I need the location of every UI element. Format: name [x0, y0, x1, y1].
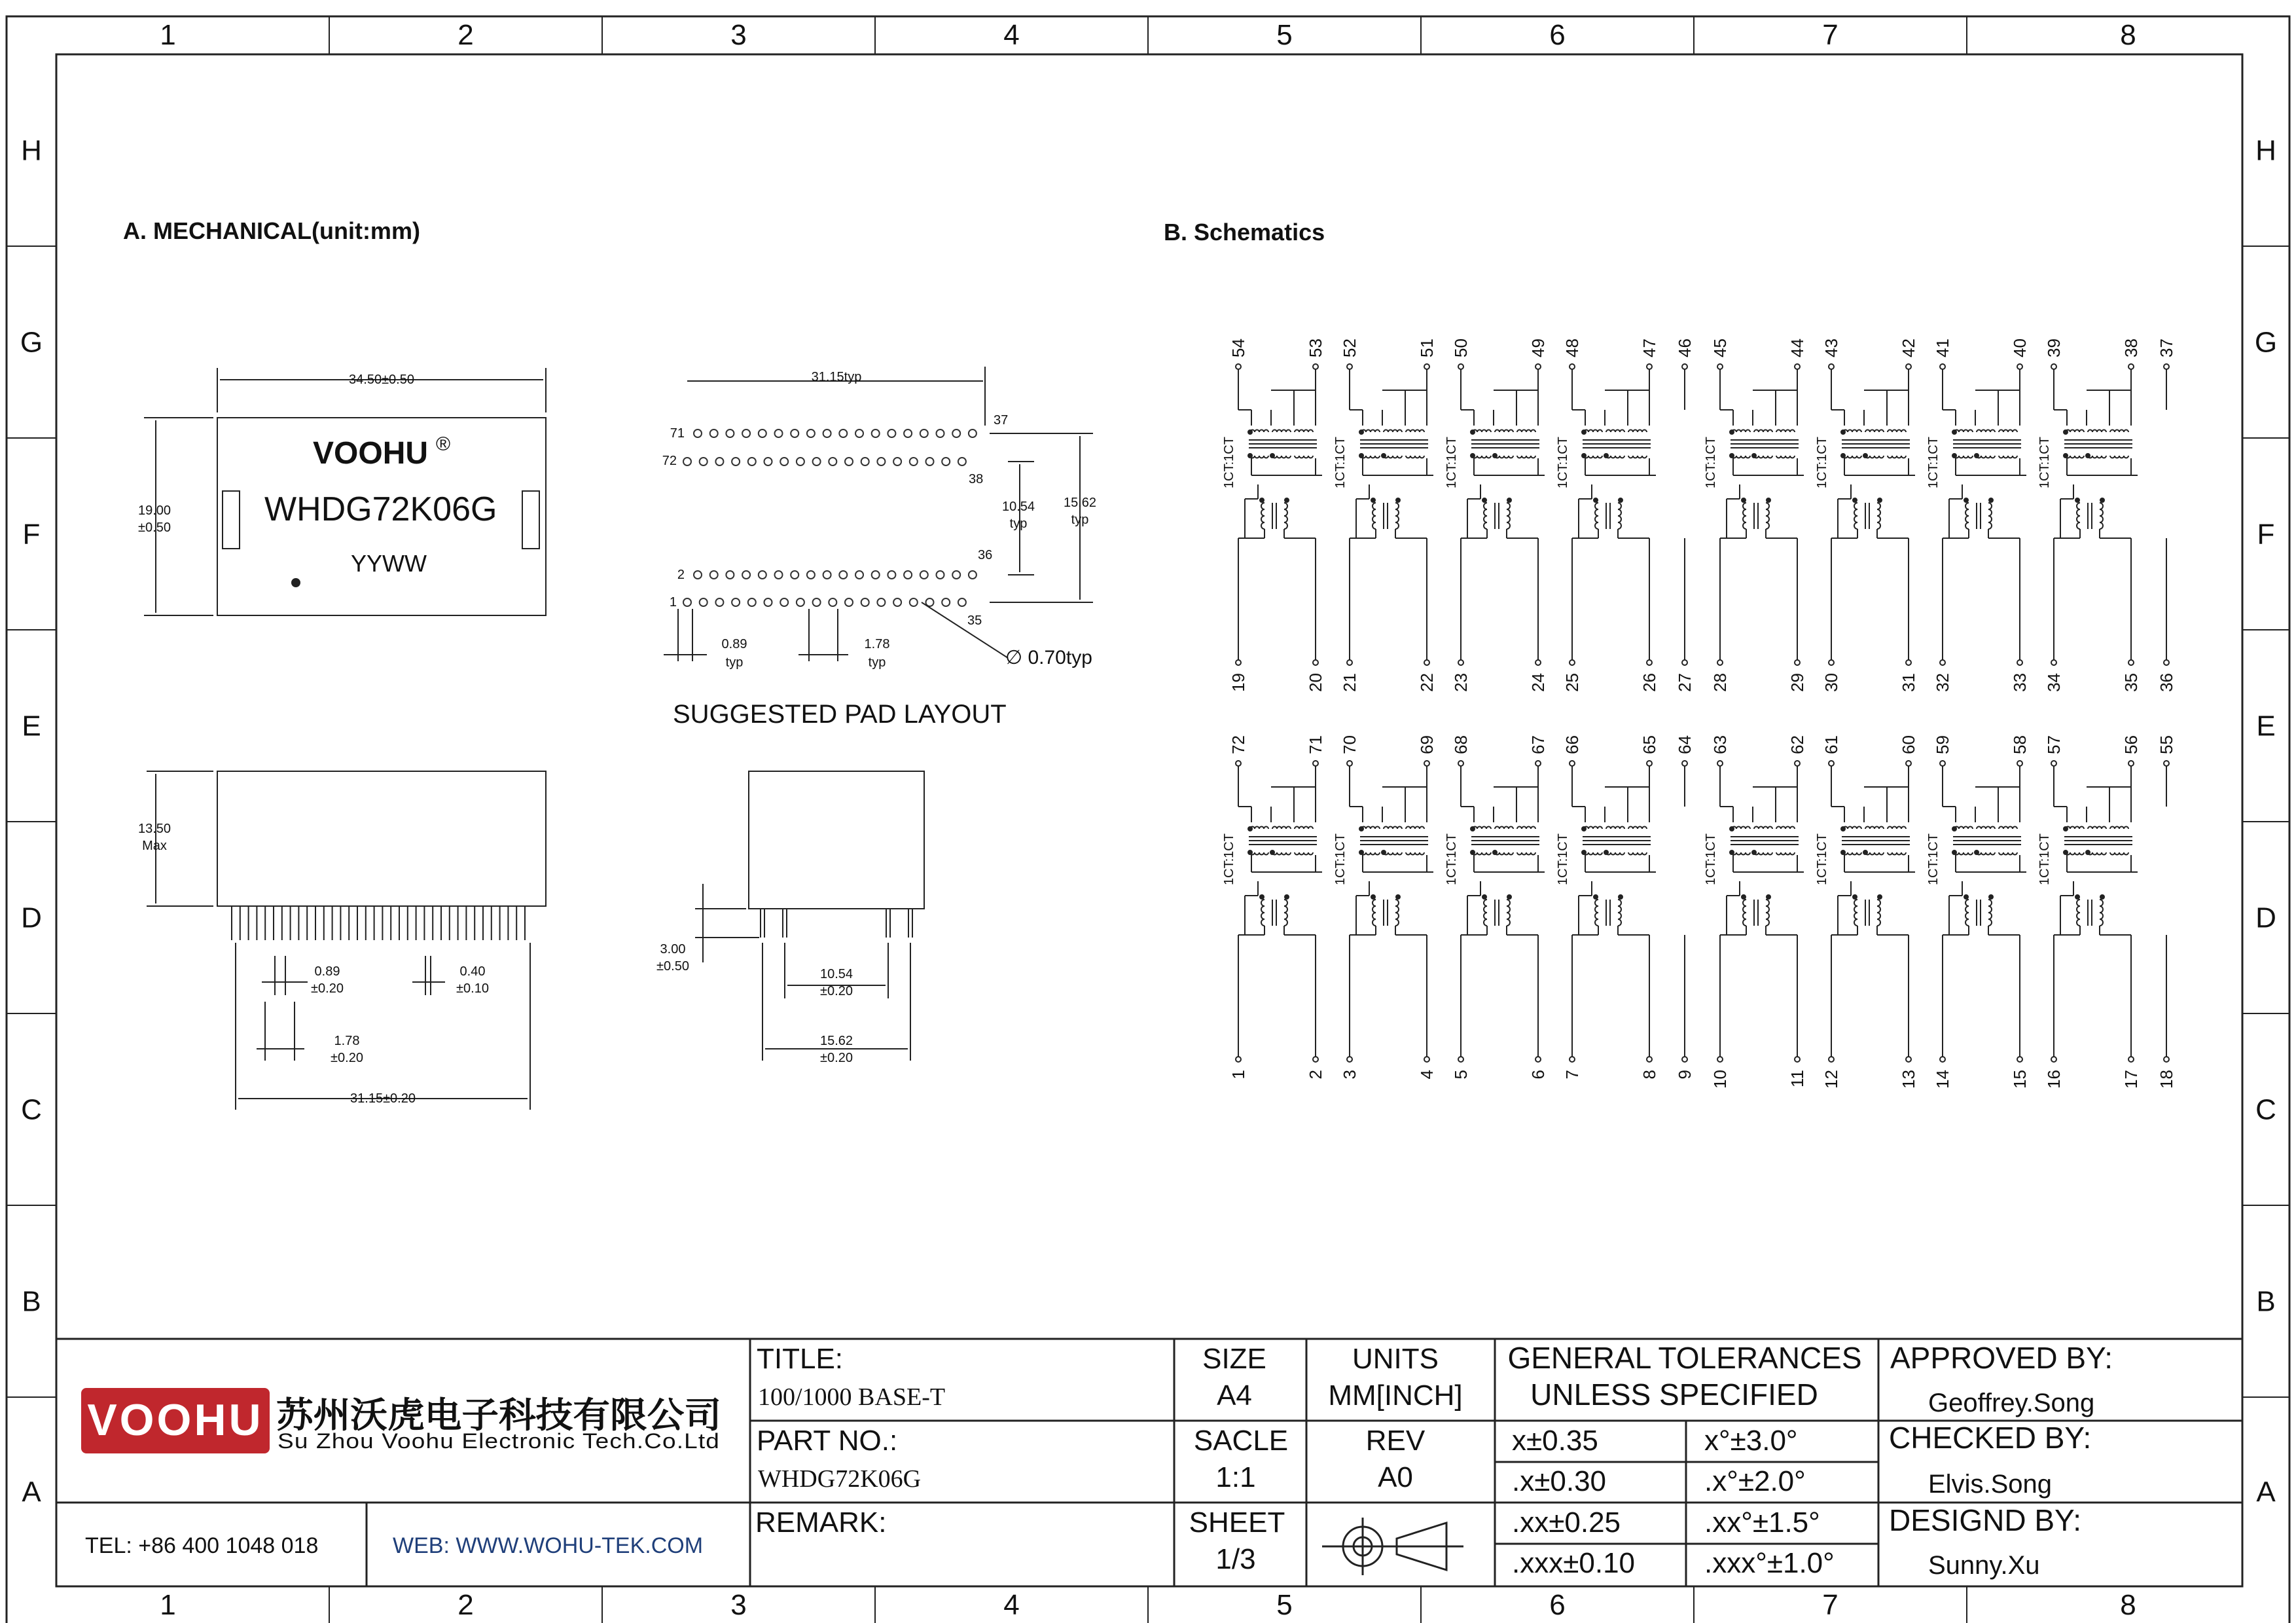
frame-column-label: 1 [160, 19, 176, 51]
pin-number-top: 43 [1821, 338, 1841, 357]
pad-hole-diameter: ∅ 0.70typ [1005, 647, 1092, 668]
pad-pin-36: 36 [978, 548, 993, 562]
side-dim-height-tol: Max [142, 839, 167, 853]
pad-pin-38: 38 [969, 472, 984, 486]
frame-row-label: G [2254, 326, 2278, 359]
frame-row-label: F [22, 518, 41, 551]
pin-number-top: 38 [2121, 338, 2141, 357]
pin-number-top: 42 [1899, 338, 1918, 357]
side-dim-c-tol: ±0.20 [331, 1051, 363, 1065]
pin-number-bottom: 35 [2121, 673, 2141, 692]
top-part-number: WHDG72K06G [264, 490, 497, 528]
ratio-label: 1CT:1CT [1222, 833, 1236, 885]
pin-number-bottom: 17 [2121, 1070, 2141, 1089]
frame-column-label: 1 [160, 1589, 176, 1621]
frame-row-label: A [2256, 1476, 2276, 1508]
ratio-label: 1CT:1CT [1704, 833, 1718, 885]
pin-number-top: 44 [1787, 338, 1807, 357]
pad-pin-37: 37 [994, 413, 1009, 428]
remark-label: REMARK: [755, 1506, 887, 1539]
pin-number-top: 59 [1933, 735, 1952, 754]
designed-value: Sunny.Xu [1928, 1551, 2040, 1580]
side-dim-a-value: 0.89 [314, 964, 340, 979]
tolerance-linear: .xx±0.25 [1512, 1506, 1621, 1539]
pin-number-top: 62 [1787, 735, 1807, 754]
pin-number-bottom: 8 [1640, 1070, 1659, 1080]
pin-number-bottom: 28 [1710, 673, 1730, 692]
pad-dim-outer-tol: typ [1071, 513, 1089, 527]
tolerance-linear: .xxx±0.10 [1512, 1547, 1636, 1579]
pad-dim-pitch-a-tol: typ [725, 655, 744, 670]
checked-value: Elvis.Song [1928, 1470, 2052, 1499]
dim-height-value: 19.00 [137, 503, 171, 518]
company-name-en: Su Zhou Voohu Electronic Tech.Co.Ltd [278, 1429, 720, 1453]
frame-column-label: 8 [2120, 1589, 2136, 1621]
tolerance-angular: .xx°±1.5° [1704, 1506, 1820, 1539]
frame-column-label: 7 [1822, 19, 1839, 51]
rev-label: REV [1365, 1425, 1426, 1457]
pad-dim-pitch-total: 31.15typ [811, 370, 862, 384]
tolerance-linear: x±0.35 [1512, 1425, 1598, 1457]
pad-pin-2: 2 [677, 568, 685, 582]
frame-row-label: D [2255, 902, 2276, 934]
pin-number-bottom: 18 [2157, 1070, 2176, 1089]
frame-column-label: 3 [730, 19, 747, 51]
pin-number-top: 41 [1933, 338, 1952, 357]
scale-label: SACLE [1193, 1425, 1289, 1457]
pin-number-bottom: 19 [1229, 673, 1248, 692]
pin-number-top: 37 [2157, 338, 2176, 357]
pin-number-bottom: 13 [1899, 1070, 1918, 1089]
pin-number-bottom: 32 [1933, 673, 1952, 692]
units-value: MM[INCH] [1328, 1379, 1463, 1412]
frame-row-label: B [2256, 1285, 2276, 1318]
designed-label: DESIGND BY: [1889, 1503, 2081, 1537]
pin-number-top: 71 [1306, 735, 1325, 754]
size-value: A4 [1217, 1379, 1252, 1412]
pin-number-top: 52 [1340, 338, 1359, 357]
schematics-heading: B. Schematics [1164, 219, 1325, 246]
pin-number-top: 56 [2121, 735, 2141, 754]
pin-number-bottom: 30 [1821, 673, 1841, 692]
tolerance-linear: .x±0.30 [1512, 1465, 1607, 1497]
tolerance-angular: .x°±2.0° [1704, 1465, 1806, 1497]
pin-number-top: 45 [1710, 338, 1730, 357]
frame-row-label: G [20, 326, 43, 359]
approved-value: Geoffrey.Song [1928, 1389, 2095, 1417]
pin-number-top: 57 [2044, 735, 2064, 754]
pin-number-top: 58 [2010, 735, 2030, 754]
pad-dim-pitch-a-value: 0.89 [721, 637, 747, 651]
pad-dim-outer-value: 15.62 [1063, 496, 1097, 510]
pad-dim-row-value: 10.54 [1001, 500, 1035, 514]
ratio-label: 1CT:1CT [2037, 437, 2052, 488]
size-label: SIZE [1202, 1343, 1266, 1375]
ratio-label: 1CT:1CT [1444, 833, 1459, 885]
pin-number-bottom: 31 [1899, 673, 1918, 692]
scale-value: 1:1 [1215, 1461, 1256, 1493]
frame-row-label: E [22, 710, 41, 742]
pin-number-top: 54 [1229, 338, 1248, 357]
dim-width: 34.50±0.50 [349, 373, 414, 387]
pad-pin-71: 71 [670, 426, 685, 441]
ratio-label: 1CT:1CT [1444, 437, 1459, 488]
pin-number-top: 67 [1528, 735, 1548, 754]
pin-number-top: 51 [1417, 338, 1437, 357]
pin-number-bottom: 23 [1451, 673, 1471, 692]
side-dim-total: 31.15±0.20 [350, 1091, 416, 1106]
end-dim-lead-value: 3.00 [660, 942, 686, 957]
side-dim-a-tol: ±0.20 [311, 981, 344, 996]
pin-number-top: 64 [1675, 735, 1695, 754]
pin-number-top: 61 [1821, 735, 1841, 754]
ratio-label: 1CT:1CT [1926, 437, 1941, 488]
pad-dim-pitch-b-tol: typ [868, 655, 886, 670]
frame-row-label: F [2257, 518, 2275, 551]
tolerance-heading-2: UNLESS SPECIFIED [1530, 1377, 1818, 1412]
pad-dim-row-tol: typ [1009, 517, 1028, 531]
frame-column-label: 6 [1549, 19, 1566, 51]
pin-number-top: 46 [1675, 338, 1695, 357]
pin-number-bottom: 9 [1675, 1070, 1695, 1080]
pin-number-bottom: 10 [1710, 1070, 1730, 1089]
pin-number-top: 55 [2157, 735, 2176, 754]
pin-number-bottom: 36 [2157, 673, 2176, 692]
pin1-dot [291, 578, 300, 587]
pad-pin-35: 35 [967, 613, 982, 628]
pin-number-top: 66 [1562, 735, 1582, 754]
title-value: 100/1000 BASE-T [758, 1383, 946, 1411]
ratio-label: 1CT:1CT [1556, 437, 1570, 488]
pad-pin-72: 72 [662, 454, 677, 468]
end-dim-outer-tol: ±0.20 [820, 1051, 853, 1065]
part-no-value: WHDG72K06G [758, 1465, 922, 1493]
top-brand: VOOHU [313, 436, 429, 471]
frame-row-label: B [22, 1285, 41, 1318]
ratio-label: 1CT:1CT [1556, 833, 1570, 885]
frame-column-label: 5 [1276, 1589, 1293, 1621]
end-dim-row-value: 10.54 [819, 967, 853, 981]
ratio-label: 1CT:1CT [1815, 437, 1829, 488]
rev-value: A0 [1378, 1461, 1413, 1493]
pin-number-bottom: 27 [1675, 673, 1695, 692]
ratio-label: 1CT:1CT [1333, 437, 1348, 488]
pin-number-top: 63 [1710, 735, 1730, 754]
ratio-label: 1CT:1CT [1815, 833, 1829, 885]
frame-column-label: 7 [1822, 1589, 1839, 1621]
contact-web: WEB: WWW.WOHU-TEK.COM [393, 1533, 704, 1558]
approved-label: APPROVED BY: [1890, 1341, 2113, 1375]
pin-number-bottom: 20 [1306, 673, 1325, 692]
pin-number-bottom: 24 [1528, 673, 1548, 692]
pin-number-bottom: 21 [1340, 673, 1359, 692]
side-dim-c-value: 1.78 [334, 1034, 360, 1048]
pin-number-top: 50 [1451, 338, 1471, 357]
pin-number-bottom: 29 [1787, 673, 1807, 692]
pin-number-top: 60 [1899, 735, 1918, 754]
top-date-code: YYWW [351, 550, 427, 577]
pin-number-top: 48 [1562, 338, 1582, 357]
side-dim-b-value: 0.40 [459, 964, 486, 979]
pin-number-top: 70 [1340, 735, 1359, 754]
registered-mark: ® [436, 433, 451, 455]
pin-number-bottom: 33 [2010, 673, 2030, 692]
pin-number-top: 69 [1417, 735, 1437, 754]
mechanical-heading: A. MECHANICAL(unit:mm) [123, 217, 420, 244]
frame-column-label: 2 [457, 19, 474, 51]
frame-column-label: 4 [1003, 19, 1020, 51]
part-no-label: PART NO.: [757, 1425, 898, 1457]
ratio-label: 1CT:1CT [1333, 833, 1348, 885]
pin-number-top: 47 [1640, 338, 1659, 357]
pin-number-bottom: 25 [1562, 673, 1582, 692]
frame-column-label: 4 [1003, 1589, 1020, 1621]
pin-number-top: 49 [1528, 338, 1548, 357]
pin-number-top: 53 [1306, 338, 1325, 357]
frame-row-label: H [2255, 134, 2276, 167]
pad-dim-pitch-b-value: 1.78 [864, 637, 890, 651]
checked-label: CHECKED BY: [1889, 1421, 2092, 1455]
sheet-label: SHEET [1189, 1506, 1285, 1539]
pin-number-top: 40 [2010, 338, 2030, 357]
company-logo-text: VOOHU [87, 1395, 264, 1445]
frame-column-label: 3 [730, 1589, 747, 1621]
pin-number-bottom: 12 [1821, 1070, 1841, 1089]
side-dim-height-value: 13.50 [137, 822, 171, 836]
pad-layout-caption: SUGGESTED PAD LAYOUT [673, 700, 1007, 729]
pin-number-bottom: 16 [2044, 1070, 2064, 1089]
frame-row-label: E [2256, 710, 2276, 742]
pin-number-top: 68 [1451, 735, 1471, 754]
end-dim-outer-value: 15.62 [819, 1034, 853, 1048]
frame-column-label: 5 [1276, 19, 1293, 51]
pin-number-bottom: 26 [1640, 673, 1659, 692]
ratio-label: 1CT:1CT [1222, 437, 1236, 488]
title-label: TITLE: [757, 1343, 844, 1375]
side-dim-b-tol: ±0.10 [456, 981, 489, 996]
contact-tel: TEL: +86 400 1048 018 [85, 1533, 319, 1558]
pin-number-bottom: 4 [1417, 1070, 1437, 1080]
units-label: UNITS [1352, 1343, 1439, 1375]
sheet-value: 1/3 [1215, 1543, 1256, 1575]
pin-number-bottom: 34 [2044, 673, 2064, 692]
ratio-label: 1CT:1CT [2037, 833, 2052, 885]
pin-number-bottom: 1 [1229, 1070, 1248, 1080]
pin-number-top: 72 [1229, 735, 1248, 754]
ratio-label: 1CT:1CT [1704, 437, 1718, 488]
frame-column-label: 8 [2120, 19, 2136, 51]
pad-pin-1: 1 [669, 595, 677, 610]
pin-number-bottom: 2 [1306, 1070, 1325, 1080]
pin-number-bottom: 3 [1340, 1070, 1359, 1080]
tolerance-angular: x°±3.0° [1704, 1425, 1798, 1457]
ratio-label: 1CT:1CT [1926, 833, 1941, 885]
frame-column-label: 2 [457, 1589, 474, 1621]
end-dim-lead-tol: ±0.50 [656, 959, 689, 974]
company-name-cn: 苏州沃虎电子科技有限公司 [276, 1396, 721, 1435]
frame-row-label: H [21, 134, 42, 167]
pin-number-bottom: 22 [1417, 673, 1437, 692]
pin-number-top: 65 [1640, 735, 1659, 754]
pin-number-bottom: 7 [1562, 1070, 1582, 1080]
pin-number-bottom: 6 [1528, 1070, 1548, 1080]
frame-column-label: 6 [1549, 1589, 1566, 1621]
pin-number-bottom: 11 [1787, 1070, 1807, 1087]
end-dim-row-tol: ±0.20 [820, 984, 853, 998]
tolerance-angular: .xxx°±1.0° [1704, 1547, 1835, 1579]
pin-number-top: 39 [2044, 338, 2064, 357]
frame-row-label: C [21, 1093, 42, 1126]
pin-number-bottom: 14 [1933, 1070, 1952, 1089]
frame-row-label: A [22, 1476, 41, 1508]
frame-row-label: C [2255, 1093, 2276, 1126]
pin-number-bottom: 5 [1451, 1070, 1471, 1080]
dim-height-tol: ±0.50 [138, 520, 171, 535]
tolerance-heading-1: GENERAL TOLERANCES [1507, 1341, 1862, 1375]
pin-number-bottom: 15 [2010, 1070, 2030, 1089]
frame-row-label: D [21, 902, 42, 934]
